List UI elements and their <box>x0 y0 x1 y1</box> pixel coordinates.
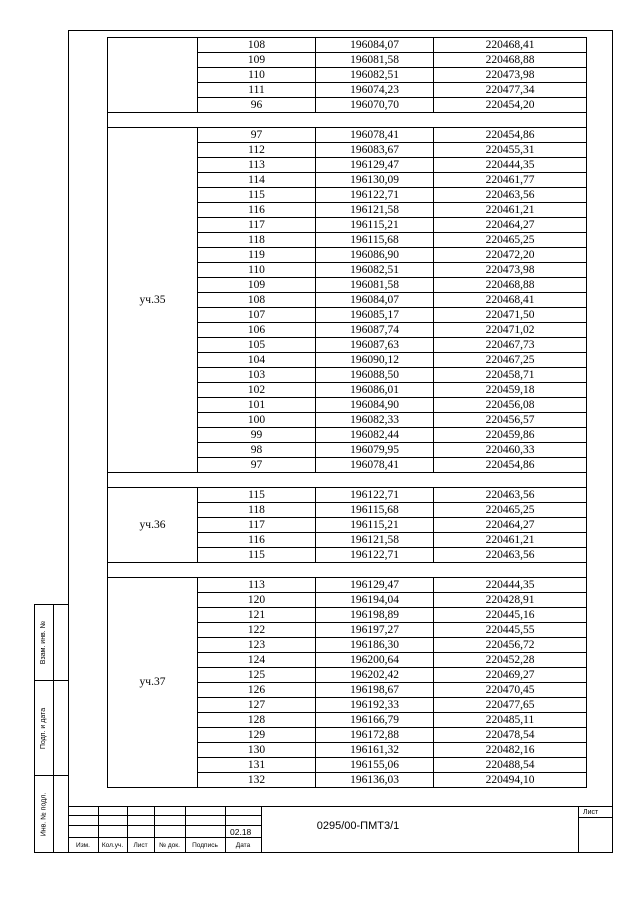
y-coordinate: 220477,34 <box>434 83 587 98</box>
col-n-dok: № док. <box>159 842 180 849</box>
y-coordinate: 220468,41 <box>434 293 587 308</box>
point-number: 107 <box>198 308 316 323</box>
point-number: 112 <box>198 143 316 158</box>
x-coordinate: 196115,21 <box>316 218 434 233</box>
point-number: 115 <box>198 488 316 503</box>
x-coordinate: 196122,71 <box>316 488 434 503</box>
point-number: 105 <box>198 338 316 353</box>
point-number: 110 <box>198 263 316 278</box>
col-data: Дата <box>235 842 251 849</box>
col-kol-uch: Кол.уч. <box>101 842 124 849</box>
x-coordinate: 196130,09 <box>316 173 434 188</box>
title-block <box>68 806 613 853</box>
x-coordinate: 196081,58 <box>316 278 434 293</box>
point-number: 97 <box>198 128 316 143</box>
point-number: 119 <box>198 248 316 263</box>
point-number: 129 <box>198 728 316 743</box>
y-coordinate: 220458,71 <box>434 368 587 383</box>
point-number: 111 <box>198 83 316 98</box>
side-stamp-podp-label: Подп. и дата <box>40 707 48 749</box>
group-separator <box>108 563 587 578</box>
y-coordinate: 220428,91 <box>434 593 587 608</box>
y-coordinate: 220461,77 <box>434 173 587 188</box>
point-number: 108 <box>198 38 316 53</box>
point-number: 131 <box>198 758 316 773</box>
y-coordinate: 220478,54 <box>434 728 587 743</box>
y-coordinate: 220488,54 <box>434 758 587 773</box>
group-separator <box>108 113 587 128</box>
x-coordinate: 196086,01 <box>316 383 434 398</box>
x-coordinate: 196202,42 <box>316 668 434 683</box>
point-number: 125 <box>198 668 316 683</box>
y-coordinate: 220471,02 <box>434 323 587 338</box>
y-coordinate: 220454,20 <box>434 98 587 113</box>
point-number: 109 <box>198 278 316 293</box>
y-coordinate: 220452,28 <box>434 653 587 668</box>
y-coordinate: 220444,35 <box>434 578 587 593</box>
col-list: Лист <box>133 842 148 849</box>
y-coordinate: 220464,27 <box>434 218 587 233</box>
table-row <box>108 578 587 593</box>
point-number: 101 <box>198 398 316 413</box>
point-number: 128 <box>198 713 316 728</box>
y-coordinate: 220470,45 <box>434 683 587 698</box>
y-coordinate: 220477,65 <box>434 698 587 713</box>
y-coordinate: 220463,56 <box>434 548 587 563</box>
y-coordinate: 220482,16 <box>434 743 587 758</box>
point-number: 124 <box>198 653 316 668</box>
y-coordinate: 220494,10 <box>434 773 587 788</box>
x-coordinate: 196084,07 <box>316 38 434 53</box>
point-number: 115 <box>198 188 316 203</box>
point-number: 122 <box>198 623 316 638</box>
y-coordinate: 220463,56 <box>434 188 587 203</box>
y-coordinate: 220445,16 <box>434 608 587 623</box>
y-coordinate: 220465,25 <box>434 233 587 248</box>
point-number: 126 <box>198 683 316 698</box>
x-coordinate: 196085,17 <box>316 308 434 323</box>
side-stamp-inv-label: Инв. № подл. <box>40 792 48 836</box>
x-coordinate: 196082,51 <box>316 68 434 83</box>
x-coordinate: 196192,33 <box>316 698 434 713</box>
y-coordinate: 220468,41 <box>434 38 587 53</box>
date-value: 02.18 <box>230 827 252 837</box>
point-number: 120 <box>198 593 316 608</box>
x-coordinate: 196082,33 <box>316 413 434 428</box>
sheet-label: Лист <box>583 809 599 816</box>
x-coordinate: 196197,27 <box>316 623 434 638</box>
point-number: 104 <box>198 353 316 368</box>
y-coordinate: 220456,08 <box>434 398 587 413</box>
point-number: 108 <box>198 293 316 308</box>
x-coordinate: 196161,32 <box>316 743 434 758</box>
table-row <box>108 488 587 503</box>
point-number: 99 <box>198 428 316 443</box>
col-izm: Изм. <box>76 842 90 849</box>
point-number: 96 <box>198 98 316 113</box>
point-number: 115 <box>198 548 316 563</box>
point-number: 118 <box>198 233 316 248</box>
side-stamp-podp <box>34 681 68 776</box>
x-coordinate: 196084,07 <box>316 293 434 308</box>
plot-label: уч.35 <box>108 128 198 473</box>
plot-label <box>108 38 198 113</box>
side-stamp <box>34 604 68 853</box>
y-coordinate: 220485,11 <box>434 713 587 728</box>
x-coordinate: 196088,50 <box>316 368 434 383</box>
y-coordinate: 220469,27 <box>434 668 587 683</box>
x-coordinate: 196078,41 <box>316 458 434 473</box>
y-coordinate: 220456,72 <box>434 638 587 653</box>
x-coordinate: 196082,44 <box>316 428 434 443</box>
point-number: 97 <box>198 458 316 473</box>
y-coordinate: 220467,25 <box>434 353 587 368</box>
y-coordinate: 220444,35 <box>434 158 587 173</box>
point-number: 116 <box>198 533 316 548</box>
point-number: 127 <box>198 698 316 713</box>
x-coordinate: 196136,03 <box>316 773 434 788</box>
x-coordinate: 196084,90 <box>316 398 434 413</box>
x-coordinate: 196186,30 <box>316 638 434 653</box>
point-number: 110 <box>198 68 316 83</box>
x-coordinate: 196082,51 <box>316 263 434 278</box>
x-coordinate: 196122,71 <box>316 188 434 203</box>
side-stamp-vzam <box>34 604 68 681</box>
y-coordinate: 220459,86 <box>434 428 587 443</box>
y-coordinate: 220461,21 <box>434 533 587 548</box>
point-number: 117 <box>198 518 316 533</box>
x-coordinate: 196090,12 <box>316 353 434 368</box>
x-coordinate: 196198,67 <box>316 683 434 698</box>
point-number: 132 <box>198 773 316 788</box>
point-number: 98 <box>198 443 316 458</box>
point-number: 130 <box>198 743 316 758</box>
y-coordinate: 220454,86 <box>434 128 587 143</box>
x-coordinate: 196155,06 <box>316 758 434 773</box>
x-coordinate: 196083,67 <box>316 143 434 158</box>
x-coordinate: 196121,58 <box>316 203 434 218</box>
col-podpis: Подпись <box>192 842 218 849</box>
point-number: 113 <box>198 578 316 593</box>
table-row <box>108 128 587 143</box>
y-coordinate: 220459,18 <box>434 383 587 398</box>
y-coordinate: 220463,56 <box>434 488 587 503</box>
point-number: 102 <box>198 383 316 398</box>
point-number: 114 <box>198 173 316 188</box>
plot-label: уч.37 <box>108 578 198 788</box>
y-coordinate: 220473,98 <box>434 68 587 83</box>
x-coordinate: 196087,63 <box>316 338 434 353</box>
x-coordinate: 196198,89 <box>316 608 434 623</box>
x-coordinate: 196070,70 <box>316 98 434 113</box>
x-coordinate: 196079,95 <box>316 443 434 458</box>
point-number: 113 <box>198 158 316 173</box>
x-coordinate: 196129,47 <box>316 158 434 173</box>
point-number: 109 <box>198 53 316 68</box>
y-coordinate: 220471,50 <box>434 308 587 323</box>
x-coordinate: 196172,88 <box>316 728 434 743</box>
x-coordinate: 196121,58 <box>316 533 434 548</box>
y-coordinate: 220468,88 <box>434 278 587 293</box>
y-coordinate: 220472,20 <box>434 248 587 263</box>
x-coordinate: 196166,79 <box>316 713 434 728</box>
table-row <box>108 38 587 53</box>
x-coordinate: 196078,41 <box>316 128 434 143</box>
y-coordinate: 220467,73 <box>434 338 587 353</box>
point-number: 103 <box>198 368 316 383</box>
y-coordinate: 220468,88 <box>434 53 587 68</box>
x-coordinate: 196122,71 <box>316 548 434 563</box>
point-number: 106 <box>198 323 316 338</box>
y-coordinate: 220473,98 <box>434 263 587 278</box>
side-stamp-inv <box>34 776 68 853</box>
plot-label: уч.36 <box>108 488 198 563</box>
x-coordinate: 196115,68 <box>316 233 434 248</box>
y-coordinate: 220460,33 <box>434 443 587 458</box>
y-coordinate: 220455,31 <box>434 143 587 158</box>
document-number: 0295/00-ПМТ3/1 <box>316 820 400 832</box>
x-coordinate: 196086,90 <box>316 248 434 263</box>
y-coordinate: 220464,27 <box>434 518 587 533</box>
x-coordinate: 196194,04 <box>316 593 434 608</box>
point-number: 118 <box>198 503 316 518</box>
y-coordinate: 220454,86 <box>434 458 587 473</box>
y-coordinate: 220461,21 <box>434 203 587 218</box>
x-coordinate: 196074,23 <box>316 83 434 98</box>
point-number: 116 <box>198 203 316 218</box>
group-separator <box>108 473 587 488</box>
point-number: 123 <box>198 638 316 653</box>
y-coordinate: 220456,57 <box>434 413 587 428</box>
y-coordinate: 220465,25 <box>434 503 587 518</box>
y-coordinate: 220445,55 <box>434 623 587 638</box>
x-coordinate: 196115,68 <box>316 503 434 518</box>
point-number: 100 <box>198 413 316 428</box>
x-coordinate: 196081,58 <box>316 53 434 68</box>
coordinates-table <box>107 37 587 788</box>
x-coordinate: 196115,21 <box>316 518 434 533</box>
x-coordinate: 196087,74 <box>316 323 434 338</box>
x-coordinate: 196200,64 <box>316 653 434 668</box>
point-number: 121 <box>198 608 316 623</box>
side-stamp-vzam-label: Взам. инв. № <box>40 620 48 665</box>
x-coordinate: 196129,47 <box>316 578 434 593</box>
point-number: 117 <box>198 218 316 233</box>
